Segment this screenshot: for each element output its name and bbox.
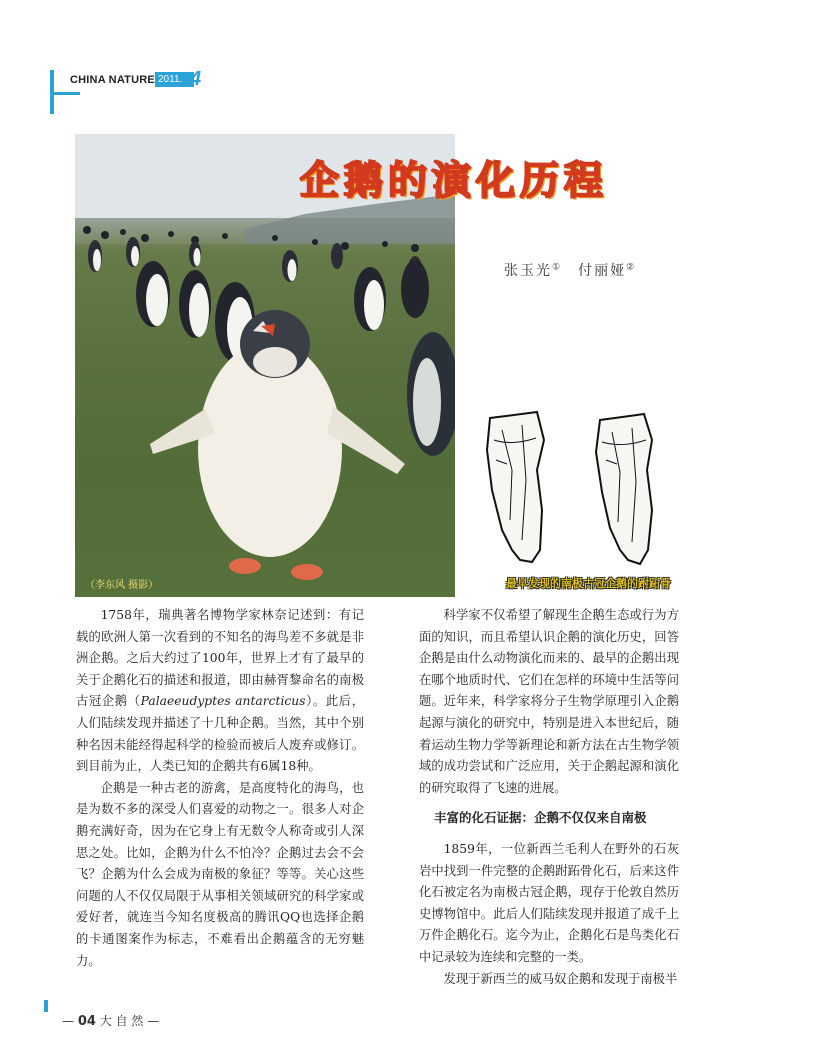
header-rule — [50, 92, 80, 95]
issue-year: 2011. — [155, 72, 194, 87]
author-2: 付丽娅 — [578, 263, 627, 279]
author-1: 张玉光 — [504, 263, 552, 279]
footer-dash: — — [147, 1014, 160, 1028]
section-heading: 丰富的化石证据：企鹅不仅仅来自南极 — [434, 810, 647, 826]
article-title: 企鹅的演化历程 — [300, 159, 609, 204]
page-footer — [62, 1012, 159, 1029]
page-number: 04 — [77, 1014, 96, 1029]
paragraph — [76, 605, 364, 778]
author-1-mark: ① — [552, 262, 561, 273]
paragraph-text: 1758年，瑞典著名博物学家林奈记述到：有记载的欧洲人第一次看到的不知名的海鸟差不多就是非洲企鹅。之后大约过了100年，世界上才有了最早的关于企鹅化石的描述和报道，即由赫胥黎命名的南极古冠企鹅（ — [76, 608, 364, 709]
magazine-name: CHINA NATURE — [70, 74, 155, 86]
issue-number: 4 — [190, 68, 202, 90]
footer-magazine-name: 大 自 然 — [99, 1014, 144, 1028]
body-column-right — [419, 605, 679, 990]
author-2-mark: ② — [626, 262, 635, 273]
fossil-caption: 最早发现的南极古冠企鹅的跗跖骨 — [506, 577, 671, 590]
footer-dash: — — [62, 1014, 74, 1028]
paragraph: 科学家不仅希望了解现生企鹅生态或行为方面的知识，而且希望认识企鹅的演化历史，回答企鹅是由什么动物演化而来的、最早的企鹅出现在哪个地质时代、它们在怎样的环境中生活等问题。近年来，科学家将分子生物学原理引入企鹅起源与演化的研究中，特别是进入本世纪后，随着运动生物力学等新理论和新方法在古生物学领域的成功尝试和广泛应用，关于企鹅起源和演化的研究取得了飞速的进展。 — [419, 608, 679, 795]
species-latin-name: Palaeeudyptes antarcticus — [140, 694, 306, 709]
body-column-left — [76, 605, 364, 972]
footer-accent-bar — [44, 1000, 48, 1012]
authors-line — [504, 260, 634, 280]
paragraph: 发现于新西兰的威马奴企鹅和发现于南极半 — [443, 971, 678, 986]
fossil-tarsometatarsus-drawing — [482, 410, 672, 575]
paragraph-text: ）。此后，人们陆续发现并描述了十几种企鹅。当然，其中个别种名因未能经得起科学的检验而被后人废弃或修订。到目前为止，人类已知的企鹅共有6属18种。 — [76, 694, 364, 774]
paragraph: 1859年，一位新西兰毛利人在野外的石灰岩中找到一件完整的企鹅跗跖骨化石，后来这件化石被定名为南极古冠企鹅，现存于伦敦自然历史博物馆中。此后人们陆续发现并报道了成千上万件企鹅化石。迄今为止，企鹅化石是鸟类化石中记录较为连续和完整的一类。 — [419, 841, 679, 964]
paragraph: 企鹅是一种古老的游禽，是高度特化的海鸟，也是为数不多的深受人们喜爱的动物之一。很多人对企鹅充满好奇，因为在它身上有无数令人称奇或引人深思之处。比如，企鹅为什么不怕冷？企鹅过去会不会飞？企鹅为什么会成为南极的象征？等等。关心这些问题的人不仅仅局限于从事相关领域研究的科学家或爱好者，就连当今知名度极高的腾讯QQ也选择企鹅的卡通图案作为标志，不难看出企鹅蕴含的无穷魅力。 — [76, 780, 364, 968]
photo-credit: （李东风 摄影） — [85, 580, 159, 591]
